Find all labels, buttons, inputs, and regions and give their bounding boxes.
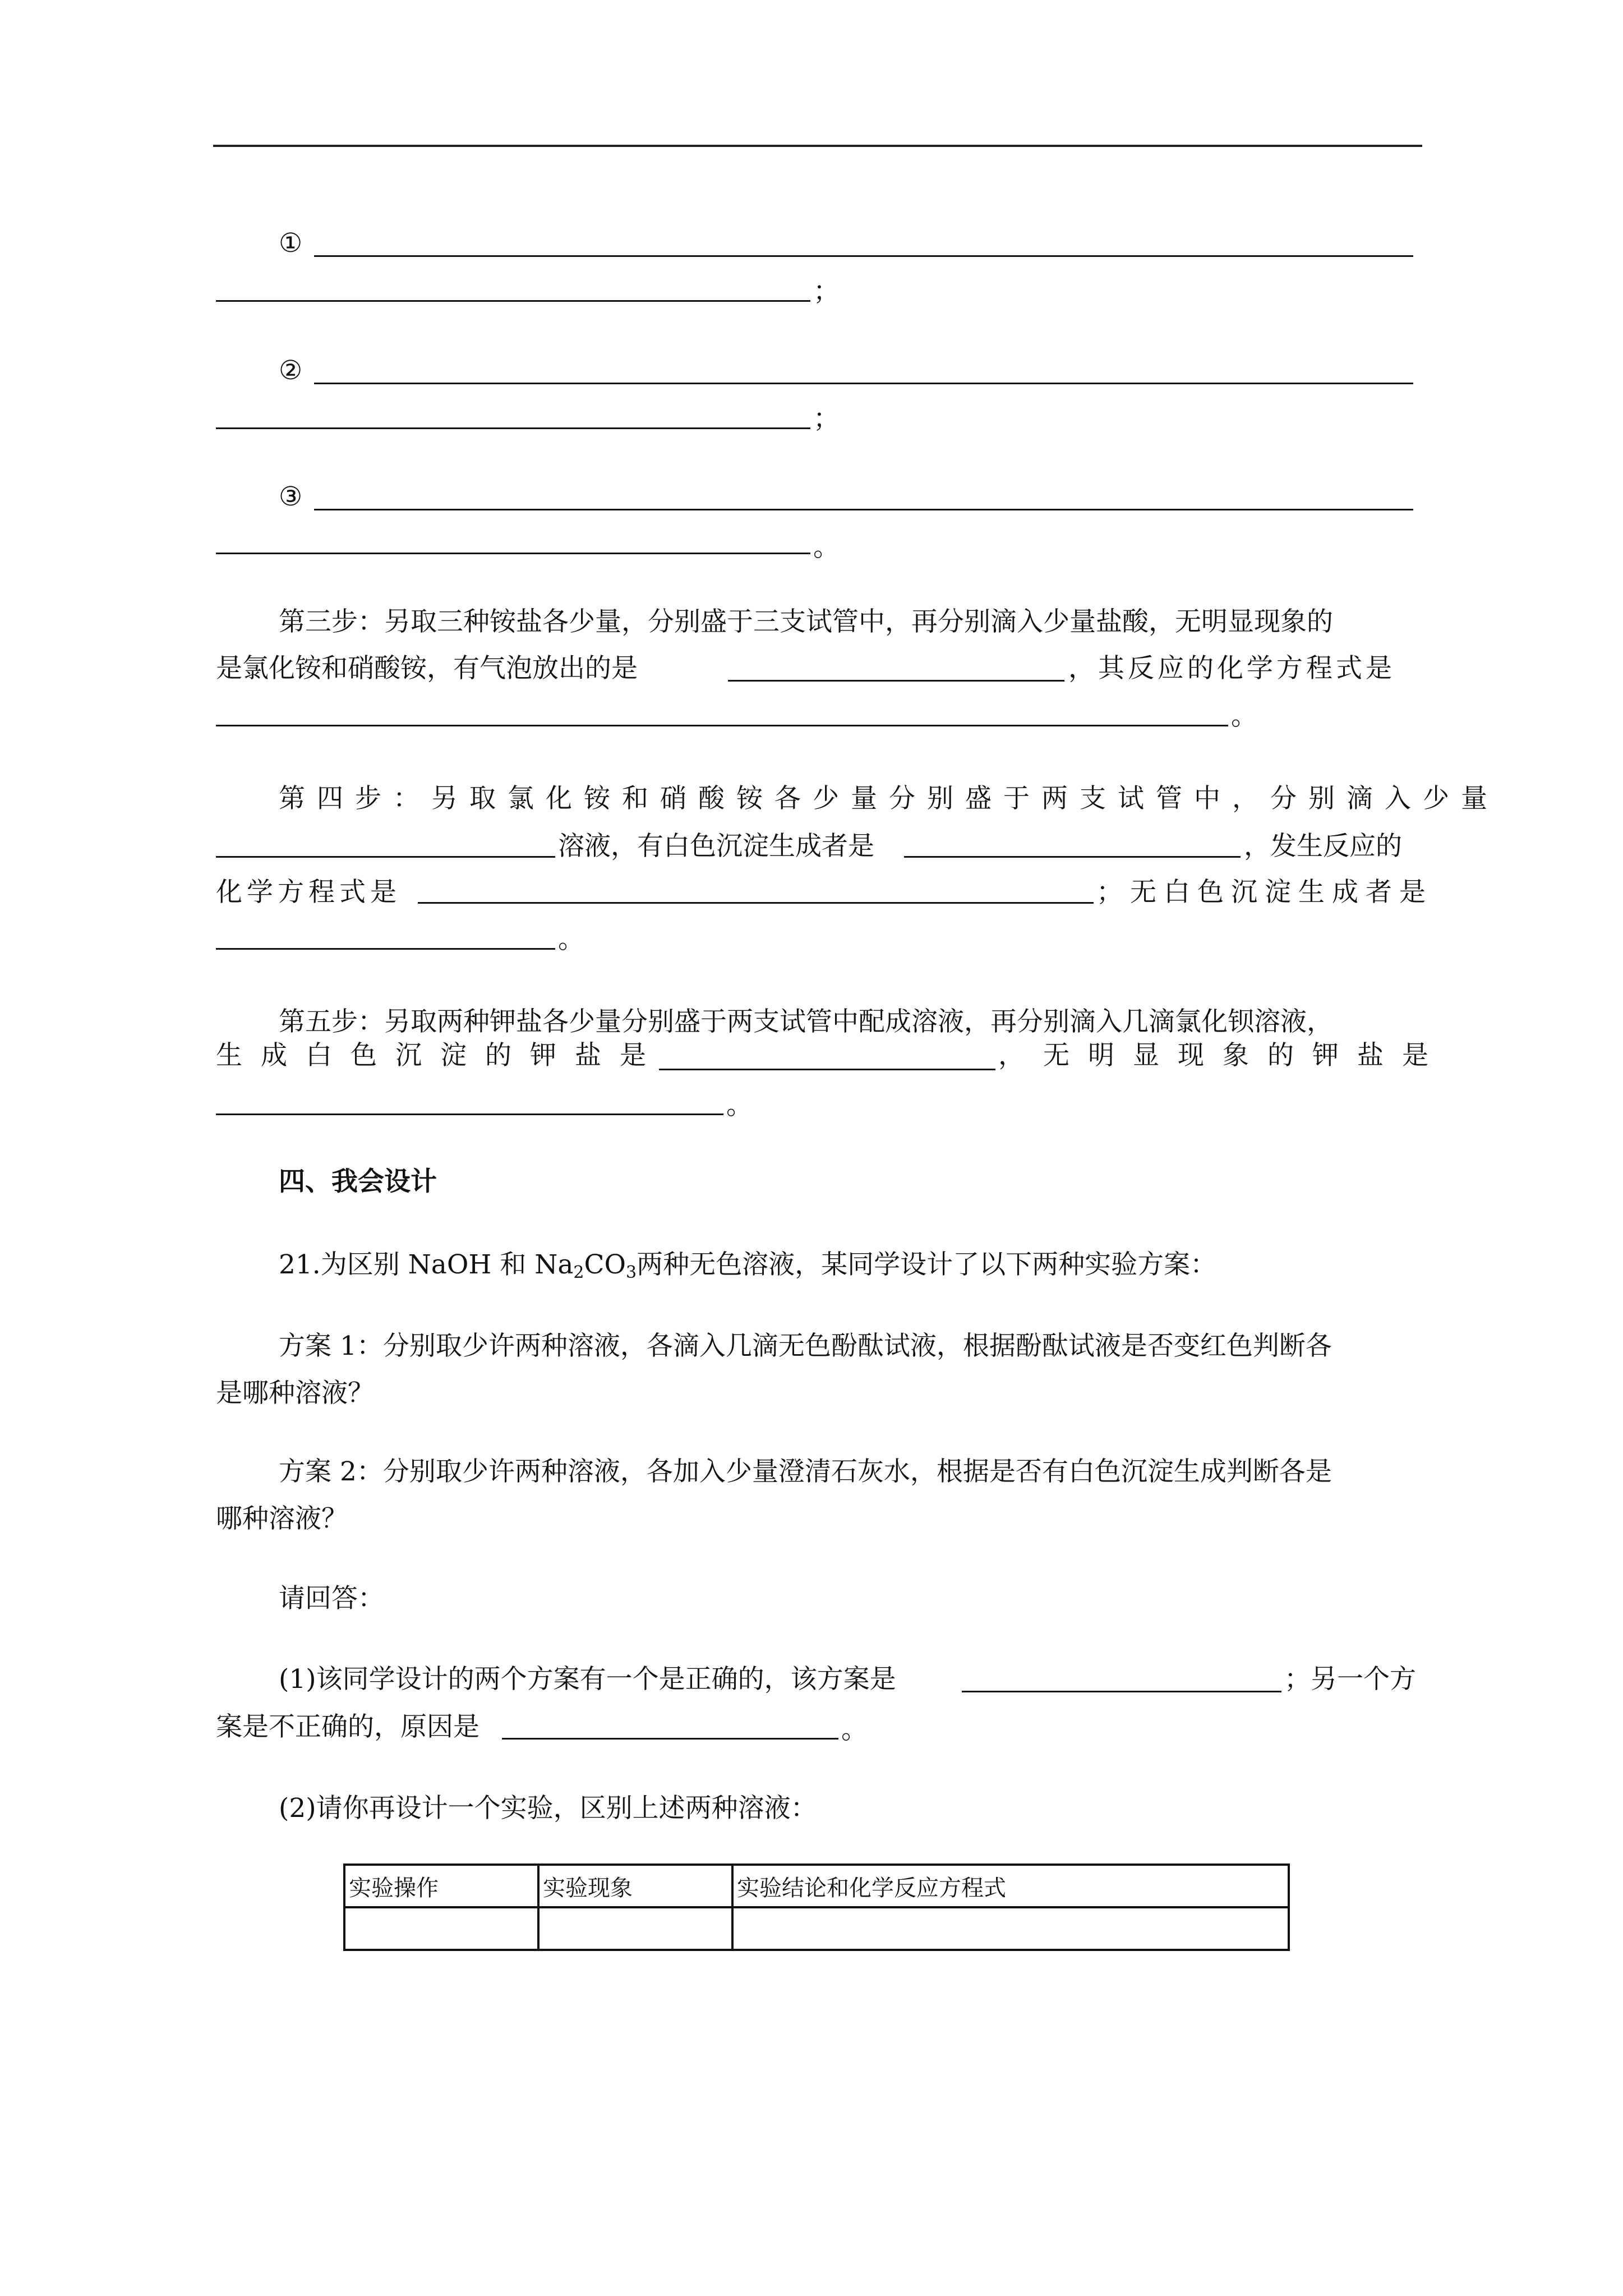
blank-1-line-b[interactable] bbox=[216, 300, 810, 302]
header-rule bbox=[213, 145, 1422, 147]
step4-blank-precipitate[interactable] bbox=[904, 856, 1241, 858]
plan1-line2: 是哪种溶液？ bbox=[216, 1378, 374, 1409]
step3-line2a: 是氯化铵和硝酸铵，有气泡放出的是 bbox=[216, 653, 638, 684]
part1-line2: 案是不正确的，原因是 bbox=[216, 1711, 479, 1742]
blank-3-line-b[interactable] bbox=[216, 553, 810, 554]
please-answer: 请回答： bbox=[279, 1583, 384, 1614]
table-header-operation: 实验操作 bbox=[344, 1865, 538, 1907]
part1-line1b: ；另一个方 bbox=[1284, 1664, 1416, 1695]
blank-1-marker: ① bbox=[279, 228, 303, 259]
experiment-table bbox=[343, 1864, 1290, 1951]
blank-2-line-a[interactable] bbox=[314, 383, 1413, 384]
step5-line1: 第五步：另取两种钾盐各少量分别盛于两支试管中配成溶液，再分别滴入几滴氯化钡溶液， bbox=[279, 1006, 1333, 1037]
step5-blank-none[interactable] bbox=[216, 1114, 723, 1115]
step4-line2a: 溶液，有白色沉淀生成者是 bbox=[558, 831, 874, 862]
blank-2-line-b[interactable] bbox=[216, 427, 810, 429]
blank-1-end: ； bbox=[813, 276, 840, 307]
q21-intro-a: 21.为区别 NaOH 和 Na bbox=[279, 1249, 574, 1280]
step3-blank-equation[interactable] bbox=[216, 725, 1228, 726]
q21-intro-c: 两种无色溶液，某同学设计了以下两种实验方案： bbox=[637, 1249, 1217, 1280]
step4-line3b: ；无白色沉淀生成者是 bbox=[1096, 877, 1433, 908]
q21-intro bbox=[279, 1251, 1216, 1281]
table-header-phenomenon: 实验现象 bbox=[538, 1865, 732, 1907]
table-cell-phenomenon[interactable] bbox=[538, 1907, 732, 1950]
section4-title: 四、我会设计 bbox=[279, 1166, 437, 1197]
q21-intro-sub2: 3 bbox=[625, 1263, 637, 1282]
plan2-line1: 方案 2：分别取少许两种溶液，各加入少量澄清石灰水，根据是否有白色沉淀生成判断各是 bbox=[279, 1456, 1332, 1487]
blank-3-marker: ③ bbox=[279, 481, 303, 512]
step3-line1: 第三步：另取三种铵盐各少量，分别盛于三支试管中，再分别滴入少量盐酸，无明显现象的 bbox=[279, 606, 1333, 637]
blank-3-line-a[interactable] bbox=[314, 509, 1413, 510]
part1-line1a: (1)该同学设计的两个方案有一个是正确的，该方案是 bbox=[279, 1664, 896, 1695]
part1-blank-reason[interactable] bbox=[502, 1738, 838, 1740]
step4-line2b: ，发生反应的 bbox=[1244, 831, 1402, 862]
step4-blank-reagent[interactable] bbox=[216, 856, 555, 858]
step5-line2a: 生成白色沉淀的钾盐是 bbox=[216, 1040, 665, 1071]
blank-1-line-a[interactable] bbox=[314, 255, 1413, 257]
blank-2-end: ； bbox=[813, 403, 840, 434]
plan2-line2: 哪种溶液？ bbox=[216, 1503, 348, 1534]
step3-blank-gas[interactable] bbox=[728, 680, 1064, 682]
table-cell-operation[interactable] bbox=[344, 1907, 538, 1950]
step4-end: 。 bbox=[558, 924, 584, 955]
step3-line2b: ，其反应的化学方程式是 bbox=[1068, 653, 1395, 684]
table-header-row bbox=[344, 1865, 1289, 1907]
table-row bbox=[344, 1907, 1289, 1950]
step4-line3a: 化学方程式是 bbox=[216, 877, 401, 908]
q21-intro-sub1: 2 bbox=[573, 1263, 584, 1282]
table-header-conclusion: 实验结论和化学反应方程式 bbox=[732, 1865, 1289, 1907]
part1-end: 。 bbox=[841, 1714, 868, 1745]
part2-prompt: (2)请你再设计一个实验，区别上述两种溶液： bbox=[279, 1793, 817, 1824]
blank-2-marker: ② bbox=[279, 355, 303, 386]
table-cell-conclusion[interactable] bbox=[732, 1907, 1289, 1950]
part1-blank-plan[interactable] bbox=[962, 1691, 1281, 1692]
plan1-line1: 方案 1：分别取少许两种溶液，各滴入几滴无色酚酞试液，根据酚酞试液是否变红色判断各 bbox=[279, 1331, 1332, 1361]
blank-3-end: 。 bbox=[813, 532, 840, 563]
step5-end: 。 bbox=[726, 1090, 753, 1121]
step4-blank-equation[interactable] bbox=[418, 902, 1094, 904]
step5-blank-white[interactable] bbox=[659, 1069, 995, 1070]
step4-line1: 第四步：另取氯化铵和硝酸铵各少量分别盛于两支试管中，分别滴入少量 bbox=[279, 783, 1499, 814]
step3-end: 。 bbox=[1231, 701, 1257, 731]
q21-intro-b: CO bbox=[584, 1249, 626, 1280]
step4-blank-noprecip[interactable] bbox=[216, 948, 555, 950]
step5-line2b: ，无明显现象的钾盐是 bbox=[998, 1040, 1447, 1071]
